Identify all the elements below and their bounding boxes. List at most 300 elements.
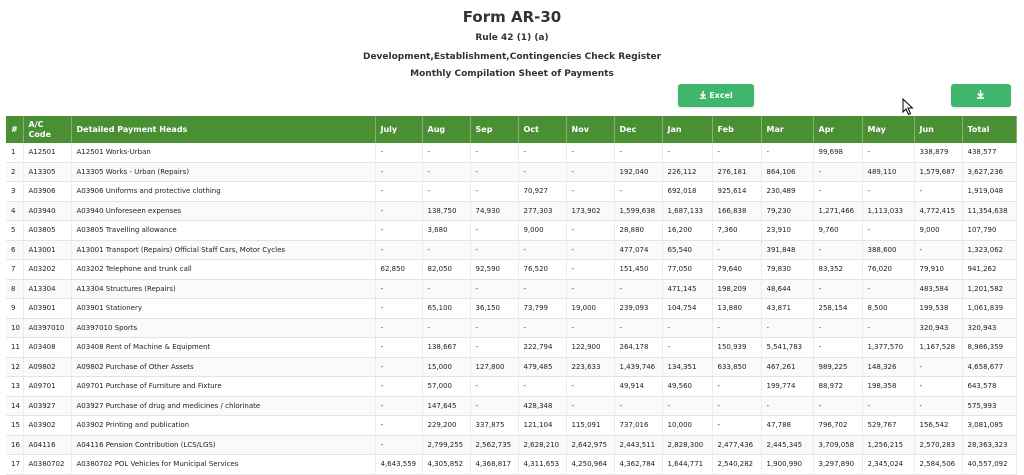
table-cell: 11,354,638 [962, 201, 1016, 221]
table-cell: A03902 [23, 416, 71, 436]
table-cell: 7,360 [712, 221, 761, 241]
table-cell: 79,830 [761, 260, 813, 280]
table-cell: 28,363,323 [962, 435, 1016, 455]
table-cell: - [375, 279, 422, 299]
table-cell: 88,972 [813, 377, 862, 397]
table-cell: 76,520 [518, 260, 566, 280]
table-cell: - [422, 143, 470, 162]
table-cell: 8,986,359 [962, 338, 1016, 358]
table-cell: - [712, 318, 761, 338]
excel-export-button[interactable] [678, 84, 754, 107]
download-button[interactable] [951, 84, 1011, 107]
table-cell: 8,500 [862, 299, 914, 319]
table-cell: 3,627,236 [962, 162, 1016, 182]
table-cell: 3,297,890 [813, 455, 862, 475]
table-cell: 467,261 [761, 357, 813, 377]
table-cell: A03202 [23, 260, 71, 280]
table-cell: 15 [6, 416, 23, 436]
table-cell: 388,600 [862, 240, 914, 260]
table-cell: 4,250,964 [566, 455, 614, 475]
table-cell: 4,311,653 [518, 455, 566, 475]
table-cell: 796,702 [813, 416, 862, 436]
table-cell: A13001 [23, 240, 71, 260]
table-cell: 3,709,058 [813, 435, 862, 455]
table-cell: A12501 [23, 143, 71, 162]
table-cell: A0397010 Sports [71, 318, 375, 338]
column-header: May [862, 116, 914, 143]
table-cell: A09802 Purchase of Other Assets [71, 357, 375, 377]
table-cell: - [662, 318, 712, 338]
table-cell: 122,900 [566, 338, 614, 358]
table-cell: 1,167,528 [914, 338, 962, 358]
table-cell: - [712, 143, 761, 162]
table-cell: - [470, 279, 518, 299]
table-cell: - [566, 221, 614, 241]
table-cell: A03906 [23, 182, 71, 202]
column-header: Jun [914, 116, 962, 143]
table-cell: 28,880 [614, 221, 662, 241]
table-cell: - [566, 143, 614, 162]
table-row [6, 377, 1016, 397]
table-cell: - [518, 279, 566, 299]
table-cell: 2,562,735 [470, 435, 518, 455]
table-row [6, 299, 1016, 319]
table-cell: 1,323,062 [962, 240, 1016, 260]
table-cell: 5 [6, 221, 23, 241]
table-row [6, 240, 1016, 260]
table-cell: - [862, 221, 914, 241]
table-cell: 12 [6, 357, 23, 377]
table-cell: 1,061,839 [962, 299, 1016, 319]
table-cell: - [518, 143, 566, 162]
table-cell: 134,351 [662, 357, 712, 377]
table-cell: 17 [6, 455, 23, 475]
download-icon [976, 90, 987, 101]
table-cell: 1,579,687 [914, 162, 962, 182]
table-cell: 198,209 [712, 279, 761, 299]
table-cell: 48,644 [761, 279, 813, 299]
table-cell: - [914, 396, 962, 416]
column-header: Oct [518, 116, 566, 143]
table-cell: - [375, 299, 422, 319]
table-cell: - [614, 318, 662, 338]
table-cell: 477,074 [614, 240, 662, 260]
table-cell: 479,485 [518, 357, 566, 377]
table-row [6, 162, 1016, 182]
table-cell: - [470, 240, 518, 260]
table-cell: - [614, 182, 662, 202]
table-row [6, 182, 1016, 202]
table-cell: 7 [6, 260, 23, 280]
table-cell: 4,643,559 [375, 455, 422, 475]
table-cell: 9,000 [914, 221, 962, 241]
table-cell: 14 [6, 396, 23, 416]
table-cell: - [566, 240, 614, 260]
column-header: Sep [470, 116, 518, 143]
table-cell: - [566, 396, 614, 416]
table-cell: 15,000 [422, 357, 470, 377]
table-cell: - [375, 318, 422, 338]
table-cell: A13304 Structures (Repairs) [71, 279, 375, 299]
table-cell: 104,754 [662, 299, 712, 319]
table-cell: A0380702 POL Vehicles for Municipal Services [71, 455, 375, 475]
table-cell: 83,352 [813, 260, 862, 280]
table-cell: - [422, 318, 470, 338]
column-header: # [6, 116, 23, 143]
table-cell: 10,000 [662, 416, 712, 436]
table-body [6, 143, 1016, 474]
table-cell: A03901 [23, 299, 71, 319]
table-cell: 5,541,783 [761, 338, 813, 358]
table-cell: - [813, 240, 862, 260]
table-cell: - [862, 396, 914, 416]
table-cell: - [813, 279, 862, 299]
table-cell: A03805 [23, 221, 71, 241]
table-cell: 199,538 [914, 299, 962, 319]
table-cell: - [614, 143, 662, 162]
table-cell: - [914, 377, 962, 397]
table-cell: 264,178 [614, 338, 662, 358]
table-cell: 6 [6, 240, 23, 260]
table-cell: A03408 [23, 338, 71, 358]
table-cell: 148,326 [862, 357, 914, 377]
table-cell: - [712, 240, 761, 260]
table-cell: - [566, 162, 614, 182]
table-cell: 107,790 [962, 221, 1016, 241]
table-cell: 2,799,255 [422, 435, 470, 455]
table-cell: 65,540 [662, 240, 712, 260]
table-cell: - [518, 318, 566, 338]
table-cell: - [813, 396, 862, 416]
table-cell: 127,800 [470, 357, 518, 377]
table-cell: - [712, 377, 761, 397]
table-cell: - [375, 377, 422, 397]
table-cell: - [862, 279, 914, 299]
table-cell: 230,489 [761, 182, 813, 202]
table-cell: - [518, 162, 566, 182]
table-cell: 1,644,771 [662, 455, 712, 475]
column-header: Jan [662, 116, 712, 143]
table-cell: 16,200 [662, 221, 712, 241]
table-row [6, 455, 1016, 475]
table-cell: 737,016 [614, 416, 662, 436]
table-cell: 337,875 [470, 416, 518, 436]
table-cell: 1,271,466 [813, 201, 862, 221]
table-cell: - [375, 416, 422, 436]
table-cell: A03927 [23, 396, 71, 416]
table-cell: 156,542 [914, 416, 962, 436]
table-cell: - [375, 182, 422, 202]
table-cell: A03202 Telephone and trunk call [71, 260, 375, 280]
sheet-title: Monthly Compilation Sheet of Payments [410, 69, 614, 79]
table-cell: 529,767 [862, 416, 914, 436]
table-cell: 428,348 [518, 396, 566, 416]
form-title: Form AR-30 [462, 8, 562, 26]
table-header [6, 116, 1016, 143]
table-cell: - [375, 240, 422, 260]
table-cell: - [375, 162, 422, 182]
table-cell: A03906 Uniforms and protective clothing [71, 182, 375, 202]
table-cell: - [470, 377, 518, 397]
table-cell: - [566, 318, 614, 338]
table-row [6, 435, 1016, 455]
table-cell: A09701 Purchase of Furniture and Fixture [71, 377, 375, 397]
table-cell: 79,640 [712, 260, 761, 280]
table-cell: 82,050 [422, 260, 470, 280]
table-cell: - [566, 377, 614, 397]
table-cell: - [422, 279, 470, 299]
table-cell: 92,590 [470, 260, 518, 280]
table-cell: 1,377,570 [862, 338, 914, 358]
table-cell: 173,902 [566, 201, 614, 221]
table-cell: 13 [6, 377, 23, 397]
table-row [6, 396, 1016, 416]
table-cell: 16 [6, 435, 23, 455]
table-cell: - [422, 182, 470, 202]
column-header: Dec [614, 116, 662, 143]
table-cell: 1,599,638 [614, 201, 662, 221]
table-cell: 121,104 [518, 416, 566, 436]
table-cell: - [375, 143, 422, 162]
table-cell: 2,628,210 [518, 435, 566, 455]
table-cell: A09802 [23, 357, 71, 377]
table-cell: A03902 Printing and publication [71, 416, 375, 436]
table-cell: - [662, 396, 712, 416]
table-cell: - [614, 396, 662, 416]
table-cell: 9 [6, 299, 23, 319]
table-cell: A12501 Works-Urban [71, 143, 375, 162]
table-cell: 2,570,283 [914, 435, 962, 455]
table-cell: A03940 Unforeseen expenses [71, 201, 375, 221]
table-row [6, 357, 1016, 377]
table-cell: - [566, 182, 614, 202]
table-cell: 223,633 [566, 357, 614, 377]
table-cell: 23,910 [761, 221, 813, 241]
table-cell: 76,020 [862, 260, 914, 280]
table-cell: 864,106 [761, 162, 813, 182]
table-cell: 47,788 [761, 416, 813, 436]
table-cell: - [862, 318, 914, 338]
table-cell: - [470, 182, 518, 202]
table-cell: 2,642,975 [566, 435, 614, 455]
table-cell: 13,880 [712, 299, 761, 319]
table-cell: 11 [6, 338, 23, 358]
table-cell: 138,667 [422, 338, 470, 358]
table-cell: 150,939 [712, 338, 761, 358]
table-cell: - [761, 396, 813, 416]
table-cell: 1,687,133 [662, 201, 712, 221]
table-cell: 483,584 [914, 279, 962, 299]
table-cell: 4 [6, 201, 23, 221]
table-cell: 2,540,282 [712, 455, 761, 475]
table-cell: - [375, 396, 422, 416]
table-cell: - [375, 338, 422, 358]
table-cell: - [862, 182, 914, 202]
table-cell: - [761, 318, 813, 338]
table-cell: 4,362,784 [614, 455, 662, 475]
table-row [6, 143, 1016, 162]
table-cell: A0397010 [23, 318, 71, 338]
table-cell: - [566, 260, 614, 280]
table-cell: 391,848 [761, 240, 813, 260]
table-cell: 226,112 [662, 162, 712, 182]
table-cell: 10 [6, 318, 23, 338]
table-cell: 438,577 [962, 143, 1016, 162]
table-cell: - [614, 279, 662, 299]
table-cell: 70,927 [518, 182, 566, 202]
table-cell: 62,850 [375, 260, 422, 280]
table-cell: 258,154 [813, 299, 862, 319]
table-cell: 989,225 [813, 357, 862, 377]
table-cell: - [813, 182, 862, 202]
table-row [6, 201, 1016, 221]
table-cell: - [422, 240, 470, 260]
column-header: Detailed Payment Heads [71, 116, 375, 143]
table-cell: 471,145 [662, 279, 712, 299]
table-cell: 19,000 [566, 299, 614, 319]
table-cell: - [375, 435, 422, 455]
register-title: Development,Establishment,Contingencies Check Register [362, 52, 662, 62]
table-cell: - [813, 318, 862, 338]
column-header: Mar [761, 116, 813, 143]
table-cell: A0380702 [23, 455, 71, 475]
table-cell: A03408 Rent of Machine & Equipment [71, 338, 375, 358]
payments-table [6, 116, 1017, 475]
table-cell: 925,614 [712, 182, 761, 202]
table-row [6, 260, 1016, 280]
table-cell: A09701 [23, 377, 71, 397]
table-row [6, 338, 1016, 358]
table-cell: - [914, 240, 962, 260]
table-cell: 147,645 [422, 396, 470, 416]
table-cell: 4,305,852 [422, 455, 470, 475]
table-cell: 57,000 [422, 377, 470, 397]
table-cell: 3,081,085 [962, 416, 1016, 436]
table-cell: 2,584,506 [914, 455, 962, 475]
table-cell: - [470, 162, 518, 182]
table-cell: 276,181 [712, 162, 761, 182]
table-cell: - [470, 338, 518, 358]
table-cell: 166,838 [712, 201, 761, 221]
table-cell: 73,799 [518, 299, 566, 319]
column-header: Aug [422, 116, 470, 143]
table-cell: 643,578 [962, 377, 1016, 397]
table-cell: - [813, 338, 862, 358]
table-cell: 1,919,048 [962, 182, 1016, 202]
table-cell: 40,557,092 [962, 455, 1016, 475]
table-cell: 1,900,990 [761, 455, 813, 475]
table-cell: 115,091 [566, 416, 614, 436]
table-cell: - [470, 318, 518, 338]
table-cell: A03927 Purchase of drug and medicines / chlorinate [71, 396, 375, 416]
table-cell: 4,368,817 [470, 455, 518, 475]
column-header: Apr [813, 116, 862, 143]
table-cell: 36,150 [470, 299, 518, 319]
table-cell: 2,345,024 [862, 455, 914, 475]
table-cell: 4,772,415 [914, 201, 962, 221]
table-cell: - [518, 240, 566, 260]
table-cell: A03805 Travelling allowance [71, 221, 375, 241]
table-cell: 239,093 [614, 299, 662, 319]
table-cell: - [862, 143, 914, 162]
table-cell: - [712, 396, 761, 416]
column-header: July [375, 116, 422, 143]
table-row [6, 416, 1016, 436]
table-cell: - [813, 162, 862, 182]
table-cell: 1,201,582 [962, 279, 1016, 299]
table-cell: 192,040 [614, 162, 662, 182]
table-cell: 79,230 [761, 201, 813, 221]
column-header: Feb [712, 116, 761, 143]
table-cell: 151,450 [614, 260, 662, 280]
table-cell: 8 [6, 279, 23, 299]
table-cell: 77,050 [662, 260, 712, 280]
table-cell: - [470, 221, 518, 241]
form-rule: Rule 42 (1) (a) [475, 33, 549, 43]
column-header: Total [962, 116, 1016, 143]
table-cell: A13001 Transport (Repairs) Official Staff Cars, Motor Cycles [71, 240, 375, 260]
table-cell: 633,850 [712, 357, 761, 377]
table-cell: 692,018 [662, 182, 712, 202]
table-cell: 320,943 [914, 318, 962, 338]
table-cell: 1,113,033 [862, 201, 914, 221]
table-cell: - [914, 182, 962, 202]
table-cell: 2,445,345 [761, 435, 813, 455]
table-cell: 49,560 [662, 377, 712, 397]
table-cell: 1,256,215 [862, 435, 914, 455]
table-row [6, 221, 1016, 241]
table-cell: A04116 [23, 435, 71, 455]
excel-button-label: Excel [709, 91, 733, 100]
table-cell: 222,794 [518, 338, 566, 358]
table-cell: 575,993 [962, 396, 1016, 416]
table-cell: - [662, 143, 712, 162]
table-cell: - [662, 338, 712, 358]
table-cell: - [470, 143, 518, 162]
table-cell: 1,439,746 [614, 357, 662, 377]
table-cell: 2 [6, 162, 23, 182]
table-cell: 74,930 [470, 201, 518, 221]
download-icon [699, 91, 709, 101]
table-cell: 199,774 [761, 377, 813, 397]
table-cell: 2,477,436 [712, 435, 761, 455]
table-cell: A04116 Pension Contribution (LCS/LGS) [71, 435, 375, 455]
table-cell: 138,750 [422, 201, 470, 221]
column-header: Nov [566, 116, 614, 143]
table-cell: - [518, 377, 566, 397]
table-cell: 941,262 [962, 260, 1016, 280]
table-cell: 9,000 [518, 221, 566, 241]
column-header: A/C Code [23, 116, 71, 143]
table-cell: A13305 [23, 162, 71, 182]
table-cell: 320,943 [962, 318, 1016, 338]
table-cell: - [375, 221, 422, 241]
table-cell: - [375, 357, 422, 377]
table-cell: - [375, 201, 422, 221]
table-cell: 43,871 [761, 299, 813, 319]
table-cell: - [712, 416, 761, 436]
table-cell: A13304 [23, 279, 71, 299]
table-cell: 1 [6, 143, 23, 162]
table-cell: 3,680 [422, 221, 470, 241]
table-cell: A03901 Stationery [71, 299, 375, 319]
table-row [6, 318, 1016, 338]
table-cell: 338,879 [914, 143, 962, 162]
table-cell: 489,110 [862, 162, 914, 182]
table-cell: 2,443,511 [614, 435, 662, 455]
table-cell: 277,303 [518, 201, 566, 221]
table-cell: - [422, 162, 470, 182]
